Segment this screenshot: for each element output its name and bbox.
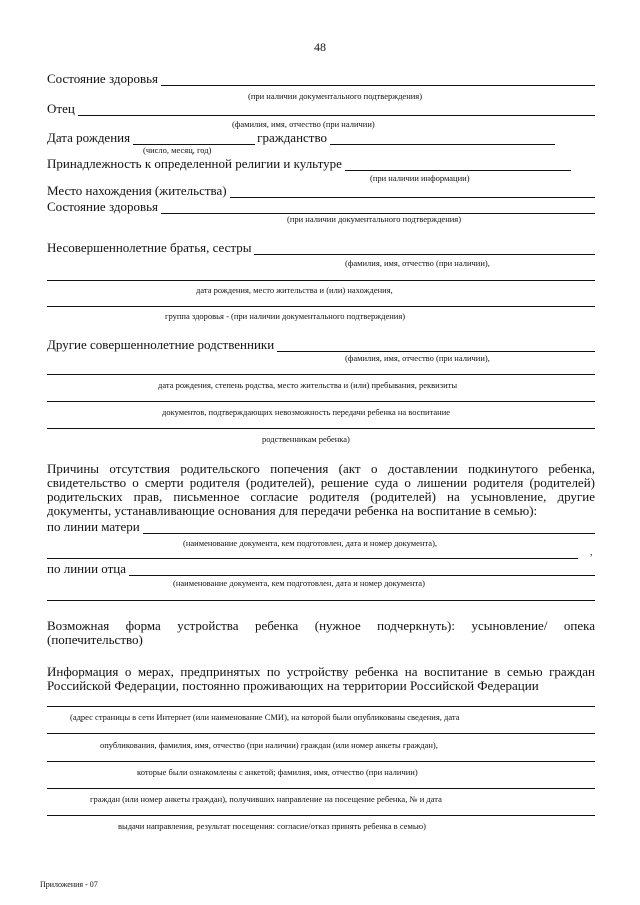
siblings-line3[interactable] [47, 306, 595, 307]
father-label: Отец [47, 101, 75, 116]
location-row [47, 184, 595, 198]
relatives-hint3: документов, подтверждающих невозможность передачи ребенка на воспитание [162, 407, 451, 417]
footer: Приложения - 07 [40, 880, 98, 889]
location-field[interactable] [230, 186, 595, 198]
relatives-field[interactable] [277, 340, 595, 352]
father-row [47, 102, 595, 116]
location-label: Место нахождения (жительства) [47, 183, 227, 198]
health-label: Состояние здоровья [47, 71, 159, 86]
health-hint: (при наличии документального подтверждения) [248, 91, 423, 101]
health-row [47, 72, 595, 86]
siblings-hint2: дата рождения, место жительства и (или) нахождения, [196, 285, 393, 295]
father-line-field[interactable] [129, 564, 595, 576]
comma-mark: , [590, 547, 593, 558]
father-field[interactable] [78, 104, 595, 116]
birth-row [47, 131, 595, 145]
siblings-field[interactable] [254, 243, 595, 255]
info-line3[interactable] [47, 761, 595, 762]
relatives-line3[interactable] [47, 401, 595, 402]
birth-date-hint: (число, месяц, год) [143, 145, 212, 155]
info-line1[interactable] [47, 706, 595, 707]
birth-date-label: Дата рождения [47, 130, 131, 145]
father-line-label: по линии отца [47, 561, 127, 576]
father-line-row [47, 562, 595, 576]
placement-paragraph: Возможная форма устройства ребенка (нужное подчеркнуть): усыновление/ опека (попечительство) [47, 618, 595, 647]
health2-label: Состояние здоровья [47, 199, 159, 214]
health2-hint: (при наличии документального подтверждения) [287, 214, 462, 224]
father-line-hint: (наименование документа, кем подготовлен, дата и номер документа) [173, 578, 425, 588]
siblings-hint3: группа здоровья - (при наличии документального подтверждения) [165, 311, 406, 321]
religion-row [47, 157, 595, 171]
father-hint: (фамилия, имя, отчество (при наличии) [232, 119, 375, 129]
religion-field[interactable] [345, 159, 571, 171]
info-hint4: граждан (или номер анкеты граждан), получивших направление на посещение ребенка, № и дата [90, 794, 442, 804]
father-line2[interactable] [47, 600, 595, 601]
relatives-hint1: (фамилия, имя, отчество (при наличии), [345, 353, 490, 363]
info-line5[interactable] [47, 815, 595, 816]
reasons-paragraph: Причины отсутствия родительского попечения (акт о доставлении подкинутого ребенка, свидетельство о смерти родителя (родителей), решение суда о лишении родителя (родителей) родительских прав, письменное согласие родителя (родителей) на усыновление, другие документы, устанавливающие основания для передачи ребенка на воспитание в семью): [47, 461, 595, 518]
health2-field[interactable] [161, 202, 595, 214]
siblings-row [47, 241, 595, 255]
info-line4[interactable] [47, 788, 595, 789]
info-line2[interactable] [47, 733, 595, 734]
religion-hint: (при наличии информации) [370, 173, 470, 183]
mother-row [47, 520, 595, 534]
relatives-line4[interactable] [47, 428, 595, 429]
relatives-row [47, 338, 595, 352]
citizenship-label: гражданство [257, 130, 328, 145]
siblings-line2[interactable] [47, 280, 595, 281]
mother-label: по линии матери [47, 519, 140, 534]
citizenship-field[interactable] [330, 133, 555, 145]
siblings-label: Несовершеннолетние братья, сестры [47, 240, 252, 255]
health-field[interactable] [161, 74, 595, 86]
mother-line2[interactable] [47, 558, 578, 559]
info-hint5: выдачи направления, результат посещения: согласие/отказ принять ребенка в семью) [118, 821, 426, 831]
relatives-hint4: родственникам ребенка) [262, 434, 350, 444]
info-hint3: которые были ознакомлены с анкетой; фамилия, имя, отчество (при наличии) [137, 767, 418, 777]
info-paragraph: Информация о мерах, предпринятых по устройству ребенка на воспитание в семью граждан Российской Федерации, постоянно проживающих на территории Российской Федерации [47, 664, 595, 693]
health2-row [47, 200, 595, 214]
mother-hint: (наименование документа, кем подготовлен, дата и номер документа), [183, 538, 438, 548]
relatives-hint2: дата рождения, степень родства, место жительства и (или) пребывания, реквизиты [158, 380, 458, 390]
siblings-hint1: (фамилия, имя, отчество (при наличии), [345, 258, 490, 268]
info-hint1: (адрес страницы в сети Интернет (или наименование СМИ), на которой были опубликованы сведения, дата [70, 712, 460, 722]
mother-field[interactable] [143, 522, 595, 534]
religion-label: Принадлежность к определенной религии и культуре [47, 156, 342, 171]
page-number: 48 [314, 40, 326, 54]
info-hint2: опубликования, фамилия, имя, отчество (при наличии) граждан (или номер анкеты граждан), [100, 740, 438, 750]
relatives-line2[interactable] [47, 374, 595, 375]
relatives-label: Другие совершеннолетние родственники [47, 337, 275, 352]
birth-date-field[interactable] [133, 133, 255, 145]
